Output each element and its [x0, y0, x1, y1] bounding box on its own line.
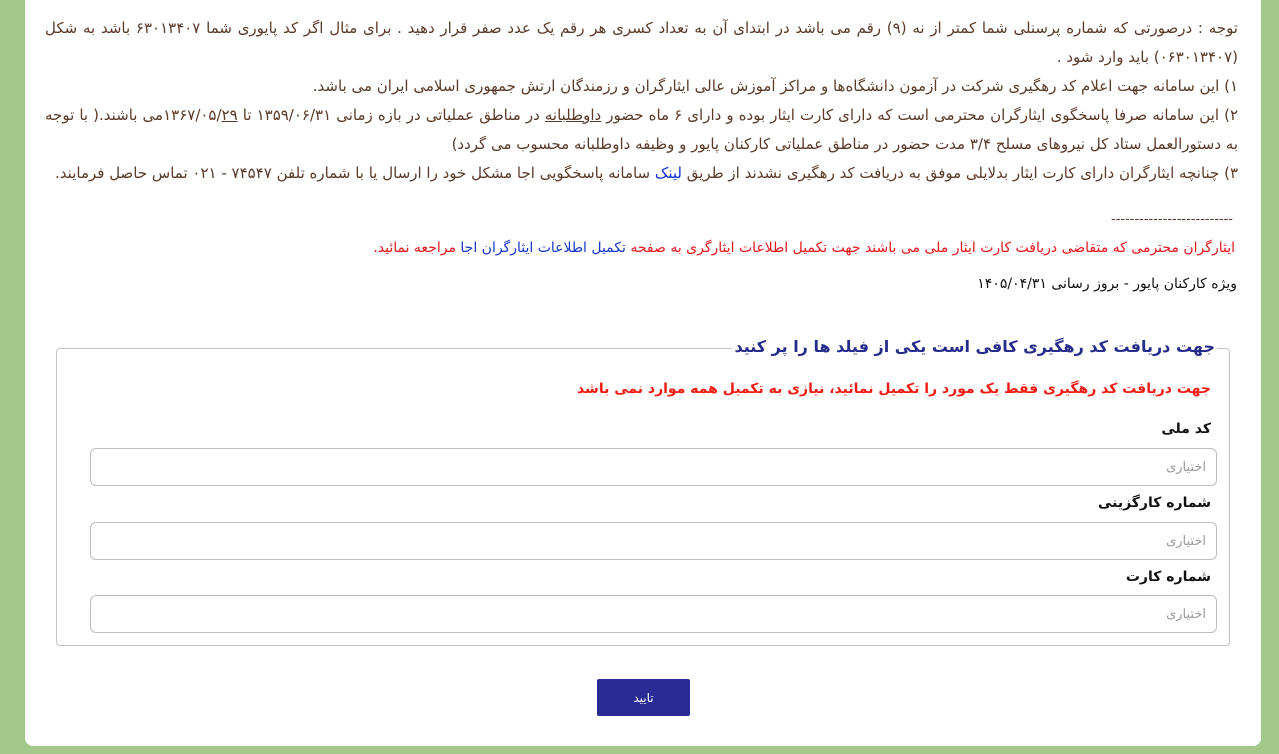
separator-line: --------------------------: [1111, 212, 1233, 227]
note-item-3-text-a: ۳) چنانچه ایثارگران دارای کارت ایثار بدلایلی موفق به دریافت کد رهگیری نشدند از طریق: [681, 164, 1238, 182]
note-item-2-text-a: ۲) این سامانه صرفا پاسخگوی ایثارگران محترمی است که دارای کارت ایثار بوده و دارای ۶ ماه حضور: [601, 106, 1238, 124]
form-title: جهت دریافت کد رهگیری کافی است یکی از فیلد ها را پر کنید: [734, 337, 1215, 356]
note-item-2-text-c: می باشند.( با توجه به دستورالعمل ستاد کل نیروهای مسلح ۳/۴ مدت حضور در مناطق عملیاتی کارکنان پایور و وظیفه داوطلبانه محسوب می گردد): [45, 106, 1238, 153]
note-item-2: [45, 101, 1238, 159]
form-note: جهت دریافت کد رهگیری فقط یک مورد را تکمیل نمائید، نیازی به تکمیل همه موارد نمی باشد: [576, 381, 1211, 397]
update-info: ویژه کارکنان پایور - بروز رسانی ۱۴۰۵/۰۴/۳۱: [977, 276, 1237, 292]
content-card: [25, 0, 1261, 746]
submit-button[interactable]: تایید: [597, 679, 690, 716]
card-number-label: شماره کارت: [1125, 569, 1211, 585]
alert-text-b: مراجعه نمائید.: [373, 240, 461, 256]
note-item-2-underline-voluntary: داوطلبانه: [544, 106, 602, 124]
note-item-1: ۱) این سامانه جهت اعلام کد رهگیری شرکت در آزمون دانشگاه‌ها و مراکز آموزش عالی ایثارگران و رزمندگان ارتش جمهوری اسلامی ایران می باشد.: [312, 77, 1238, 95]
complete-info-link[interactable]: تکمیل اطلاعات ایثارگران اجا: [460, 240, 626, 256]
card-number-input[interactable]: [90, 595, 1217, 633]
alert-message: [373, 240, 1235, 256]
national-code-label: کد ملی: [1161, 421, 1211, 437]
note-item-2-underline-day: ۲۹: [221, 106, 238, 124]
note-item-2-text-b: در مناطق عملیاتی در بازه زمانی ۱۳۵۹/۰۶/۳۱ تا ۱۳۶۷/۰۵/: [163, 106, 545, 124]
note-item-3-text-b: سامانه پاسخگویی اجا مشکل خود را ارسال یا با شماره تلفن ۷۴۵۴۷ - ۰۲۱ تماس حاصل فرمایند.: [55, 164, 655, 182]
tracking-code-form: [56, 337, 1230, 646]
support-link[interactable]: لینک: [654, 164, 682, 182]
note-item-3: [45, 159, 1238, 188]
instructions: [45, 14, 1238, 188]
personnel-number-input[interactable]: [90, 522, 1217, 560]
national-code-input[interactable]: [90, 448, 1217, 486]
alert-text-a: ایثارگران محترمی که متقاضی دریافت کارت ایثار ملی می باشند جهت تکمیل اطلاعات ایثارگری به صفحه: [625, 240, 1235, 256]
personnel-number-label: شماره کارگزینی: [1097, 495, 1211, 511]
note-intro: توجه : درصورتی که شماره پرسنلی شما کمتر از نه (۹) رقم می باشد در ابتدای آن به تعداد کسری هر رقم یک عدد صفر قرار دهید . برای مثال اگر کد پایوری شما ۶۳۰۱۳۴۰۷ باشد به شکل (۰۶۳۰۱۳۴۰۷) باید وارد شود .: [45, 19, 1238, 66]
